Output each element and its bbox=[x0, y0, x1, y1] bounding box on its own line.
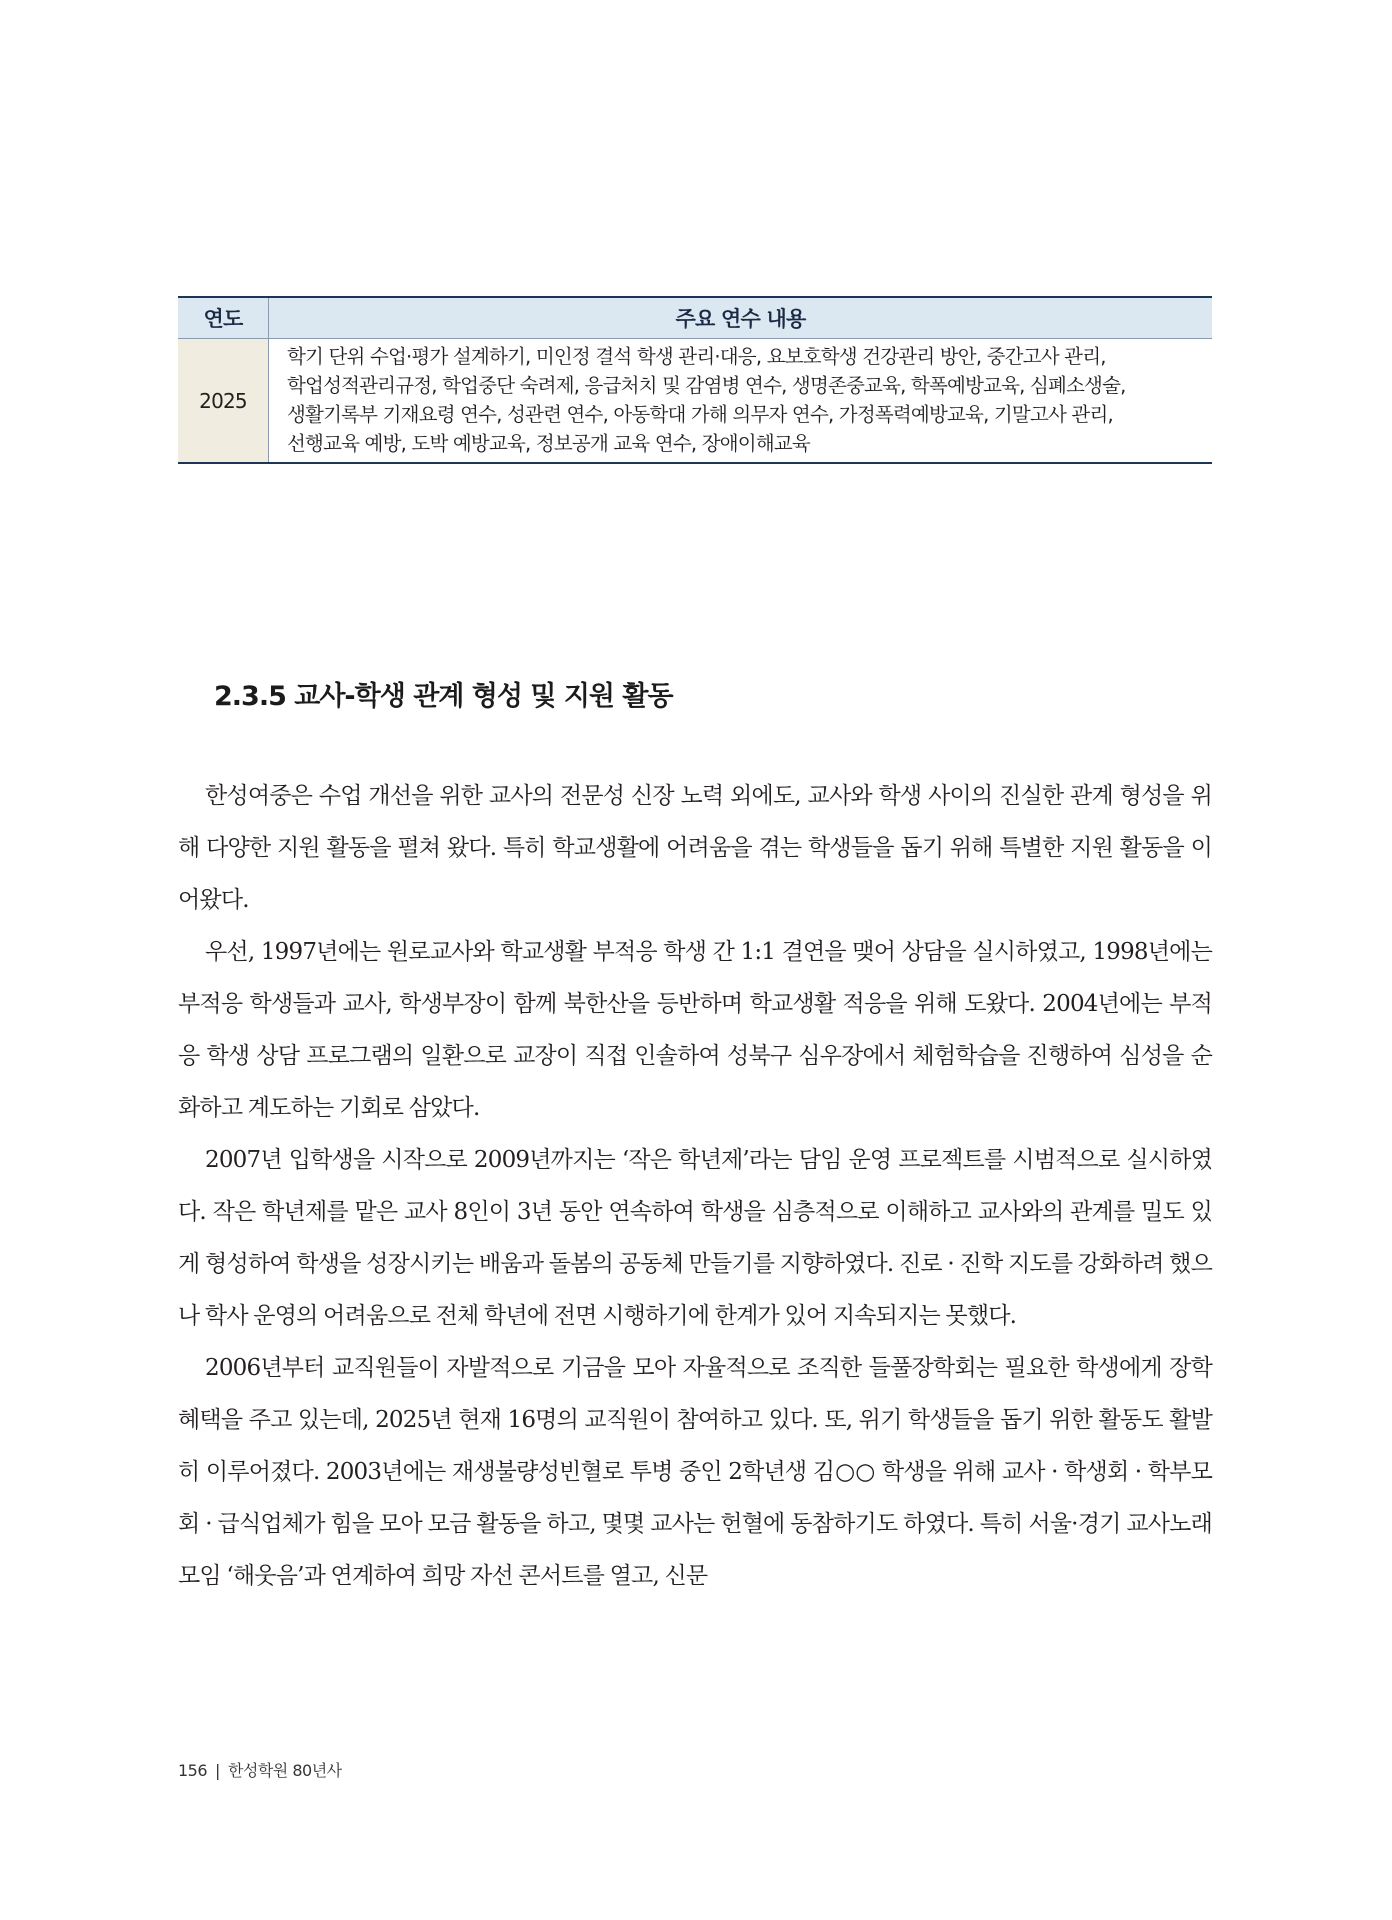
page-footer bbox=[178, 1758, 342, 1781]
paragraph: 한성여중은 수업 개선을 위한 교사의 전문성 신장 노력 외에도, 교사와 학생 사이의 진실한 관계 형성을 위해 다양한 지원 활동을 펼쳐 왔다. 특히 학교생활에 어려움을 겪는 학생들을 돕기 위해 특별한 지원 활동을 이어왔다. bbox=[178, 783, 1212, 913]
content-line: 생활기록부 기재요령 연수, 성관련 연수, 아동학대 가해 의무자 연수, 가정폭력예방교육, 기말고사 관리, bbox=[287, 403, 1113, 426]
header-year: 연도 bbox=[178, 297, 269, 339]
content-line: 선행교육 예방, 도박 예방교육, 정보공개 교육 연수, 장애이해교육 bbox=[287, 432, 810, 455]
paragraph: 2007년 입학생을 시작으로 2009년까지는 ‘작은 학년제’라는 담임 운영 프로젝트를 시범적으로 실시하였다. 작은 학년제를 맡은 교사 8인이 3년 동안 연속하여 학생을 심층적으로 이해하고 교사와의 관계를 밀도 있게 형성하여 학생을 성장시키는 배움과 돌봄의 공동체 만들기를 지향하였다. 진로 · 진학 지도를 강화하려 했으나 학사 운영의 어려움으로 전체 학년에 전면 시행하기에 한계가 있어 지속되지는 못했다. bbox=[178, 1147, 1212, 1329]
content-line: 학업성적관리규정, 학업중단 숙려제, 응급처치 및 감염병 연수, 생명존중교육, 학폭예방교육, 심폐소생술, bbox=[287, 374, 1126, 397]
body-text bbox=[178, 770, 1212, 1602]
page-number: 156 bbox=[178, 1761, 208, 1780]
book-title: 한성학원 80년사 bbox=[227, 1761, 342, 1780]
row-content bbox=[269, 339, 1213, 464]
paragraph: 2006년부터 교직원들이 자발적으로 기금을 모아 자율적으로 조직한 들풀장학회는 필요한 학생에게 장학 혜택을 주고 있는데, 2025년 현재 16명의 교직원이 참여하고 있다. 또, 위기 학생들을 돕기 위한 활동도 활발히 이루어졌다. 2003년에는 재생불량성빈혈로 투병 중인 2학년생 김○○ 학생을 위해 교사 · 학생회 · 학부모회 · 급식업체가 힘을 모아 모금 활동을 하고, 몇몇 교사는 헌혈에 동참하기도 하였다. 특히 서울·경기 교사노래모임 ‘해웃음’과 연계하여 희망 자선 콘서트를 열고, 신문 bbox=[178, 1355, 1212, 1589]
paragraph: 우선, 1997년에는 원로교사와 학교생활 부적응 학생 간 1:1 결연을 맺어 상담을 실시하였고, 1998년에는 부적응 학생들과 교사, 학생부장이 함께 북한산을 등반하며 학교생활 적응을 위해 도왔다. 2004년에는 부적응 학생 상담 프로그램의 일환으로 교장이 직접 인솔하여 성북구 심우장에서 체험학습을 진행하여 심성을 순화하고 계도하는 기회로 삼았다. bbox=[178, 939, 1212, 1121]
content-line: 학기 단위 수업·평가 설계하기, 미인정 결석 학생 관리·대응, 요보호학생 건강관리 방안, 중간고사 관리, bbox=[287, 345, 1106, 368]
table-header-row bbox=[178, 297, 1212, 339]
header-content: 주요 연수 내용 bbox=[269, 297, 1213, 339]
training-table bbox=[178, 296, 1212, 464]
table-row bbox=[178, 339, 1212, 464]
section-title: 2.3.5 교사-학생 관계 형성 및 지원 활동 bbox=[214, 681, 673, 712]
footer-divider: | bbox=[215, 1761, 220, 1780]
row-year: 2025 bbox=[178, 339, 269, 464]
